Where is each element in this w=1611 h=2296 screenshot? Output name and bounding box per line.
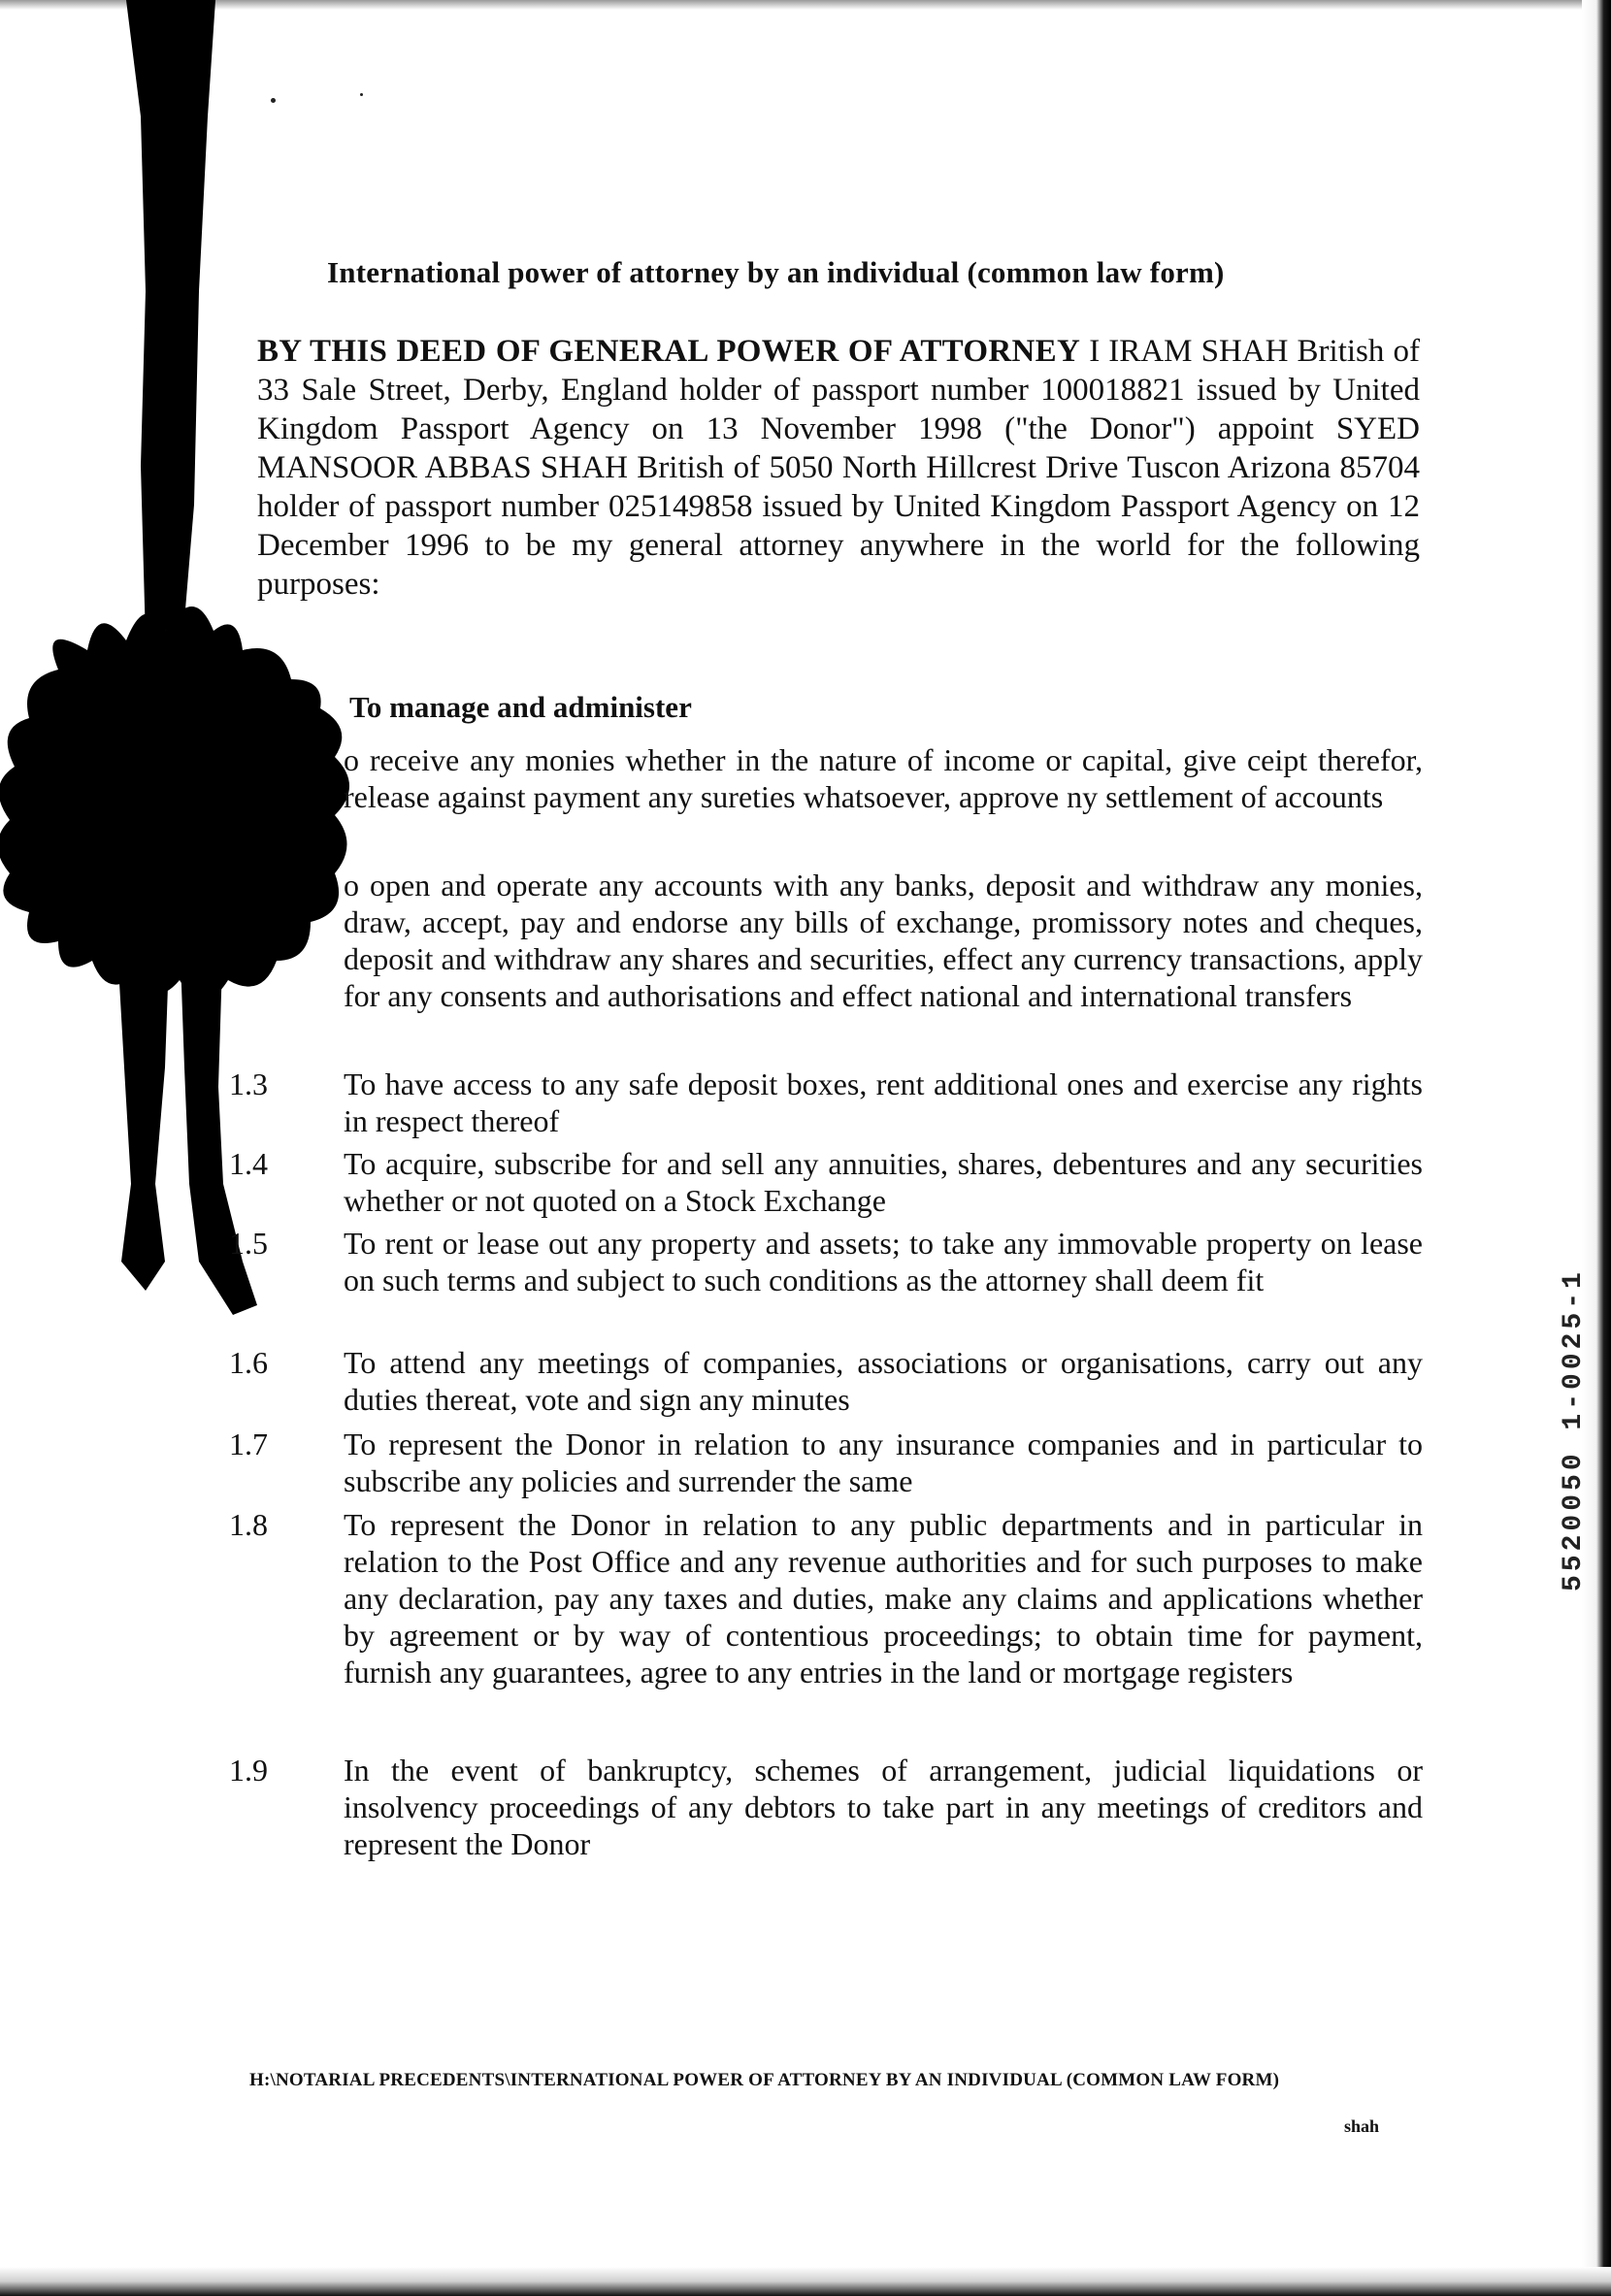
clause-text: In the event of bankruptcy, schemes of arrangement, judicial liquidations or insolvency proceedings of any debtors to take part in any meetings of creditors and represent the Donor: [344, 1753, 1423, 1861]
clause-text: To represent the Donor in relation to any public departments and in particular in relation to the Post Office and any revenue authorities and for such purposes to make any declaration, pay any taxes and duties, make any claims and applications whether by agreement or by way of contentious proceedings; to obtain time for payment, furnish any guarantees, agree to any entries in the land or mortgage registers: [344, 1507, 1423, 1689]
clause-number: 1.4: [229, 1146, 268, 1181]
scan-edge-bottom: [0, 2267, 1611, 2296]
side-reference-number: 5520050 1-0025-1: [1559, 1268, 1589, 1591]
footer-file-path: H:\NOTARIAL PRECEDENTS\INTERNATIONAL POWER OF ATTORNEY BY AN INDIVIDUAL (COMMON LAW FORM): [249, 2070, 1280, 2090]
clause-text: o receive any monies whether in the nature of income or capital, give ceipt therefor, release against payment any sureties whatsoever, approve ny settlement of accounts: [344, 742, 1423, 814]
clause-text: To rent or lease out any property and assets; to take any immovable property on lease on such terms and subject to such conditions as the attorney shall deem fit: [344, 1226, 1423, 1297]
clause-1-9: [229, 1752, 1423, 1862]
ribbon-top: [126, 0, 215, 640]
intro-lead: BY THIS DEED OF GENERAL POWER OF ATTORNEY: [257, 334, 1081, 369]
scan-edge-right: [1582, 0, 1611, 2296]
footer-name: shah: [1344, 2116, 1380, 2136]
clause-1-1: [229, 741, 1423, 815]
section-heading: To manage and administer: [349, 690, 692, 724]
document-title: International power of attorney by an individual (common law form): [327, 255, 1225, 289]
clause-number: 1.7: [229, 1427, 268, 1461]
ribbon-tail-left: [116, 932, 170, 1291]
clause-1-3: [229, 1066, 1423, 1139]
clause-1-4: [229, 1145, 1423, 1219]
clause-text: o open and operate any accounts with any banks, deposit and withdraw any monies, draw, accept, pay and endorse any bills of exchange, promissory notes and cheques, deposit and withdraw any shares and securities, effect any currency transactions, apply for any consents and authorisations and effect national and international transfers: [344, 868, 1423, 1013]
intro-paragraph: [257, 332, 1420, 604]
clause-1-6: [229, 1344, 1423, 1418]
clause-text: To have access to any safe deposit boxes, rent additional ones and exercise any rights in respect thereof: [344, 1066, 1423, 1138]
clause-text: To represent the Donor in relation to any insurance companies and in particular to subscribe any policies and surrender the same: [344, 1427, 1423, 1498]
intro-body: I IRAM SHAH British of 33 Sale Street, Derby, England holder of passport number 100018821 issued by United Kingdom Passport Agency on 13 November 1998 ("the Donor") appoint SYED MANSOOR ABBAS SHAH British of 5050 North Hillcrest Drive Tuscon Arizona 85704 holder of passport number 025149858 issued by United Kingdom Passport Agency on 12 December 1996 to be my general attorney anywhere in the world for the following purposes:: [257, 334, 1420, 602]
clause-1-2: [229, 867, 1423, 1014]
clause-text: To acquire, subscribe for and sell any annuities, shares, debentures and any securities whether or not quoted on a Stock Exchange: [344, 1146, 1423, 1218]
clause-number: 1.9: [229, 1753, 268, 1788]
clause-text: To attend any meetings of companies, associations or organisations, carry out any duties thereat, vote and sign any minutes: [344, 1345, 1423, 1417]
clause-number: 1.5: [229, 1226, 268, 1261]
clause-number: 1.8: [229, 1507, 268, 1542]
clause-number: 1.6: [229, 1345, 268, 1380]
clause-1-8: [229, 1506, 1423, 1690]
clause-1-7: [229, 1426, 1423, 1499]
clause-1-5: [229, 1225, 1423, 1298]
clause-number: 1.3: [229, 1066, 268, 1101]
